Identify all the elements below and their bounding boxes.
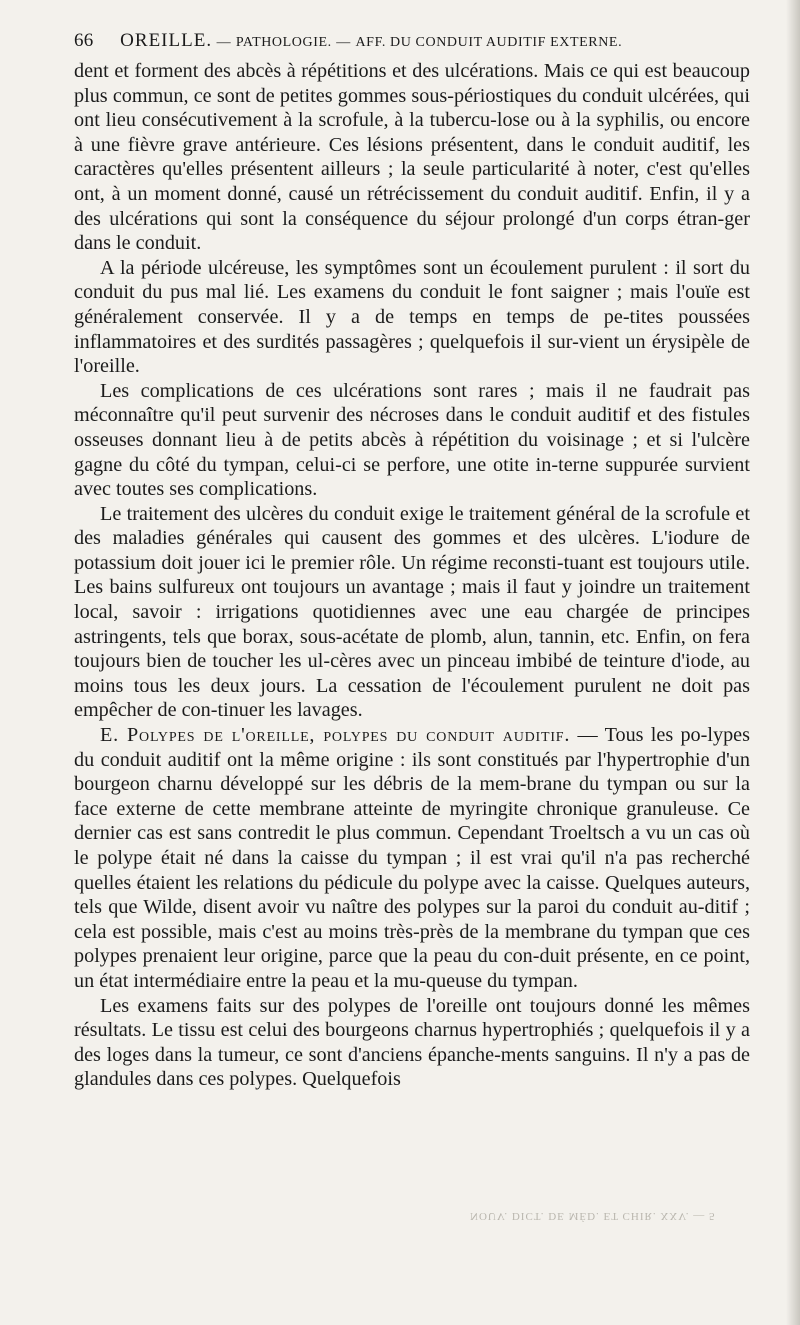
header-title: OREILLE. <box>120 30 213 51</box>
bleed-through-footer: NOUV. DICT. DE MÉD. ET CHIR. XXV. — 5 <box>470 1210 716 1222</box>
header-subsection: AFF. DU CONDUIT AUDITIF EXTERNE. <box>355 35 623 50</box>
header-separator: — <box>216 35 232 50</box>
section-heading-polypes: E. Polypes de l'oreille, polypes du conduit auditif. <box>100 724 571 747</box>
paragraph: A la période ulcéreuse, les symptômes sont un écoulement purulent : il sort du conduit du pus mal lié. Les examens du conduit le font saigner ; mais l'ouïe est généralement conservée. Il y a de temps en temps de pe-tites poussées inflammatoires et des surdités passagères ; quelquefois il sur-vient un érysipèle de l'oreille. <box>74 256 750 378</box>
running-header <box>74 30 750 52</box>
paragraph-polypes <box>74 723 750 994</box>
page-number: 66 <box>74 30 94 51</box>
paragraph: dent et forment des abcès à répétitions et des ulcérations. Mais ce qui est beaucoup plus commun, ce sont de petites gommes sous-périostiques du conduit ulcérées, qui ont lieu consécutivement à la scrofule, à la tubercu-lose ou à la syphilis, ou encore à une fièvre grave antérieure. Ces lésions présentent, dans le conduit auditif, les caractères qu'elles présentent ailleurs ; la seule particularité à noter, c'est qu'elles ont, à un moment donné, causé un rétrécissement du conduit auditif. Enfin, il y a des ulcérations qui sont la conséquence du séjour prolongé d'un corps étran-ger dans le conduit. <box>74 60 750 255</box>
page-body <box>74 59 750 1092</box>
paragraph: Le traitement des ulcères du conduit exige le traitement général de la scrofule et des maladies générales qui causent des gommes et des ulcères. L'iodure de potassium doit jouer ici le premier rôle. Un régime reconsti-tuant est toujours utile. Les bains sulfureux ont toujours un avantage ; mais il faut y joindre un traitement local, savoir : irrigations quotidiennes avec une eau chargée de principes astringents, tels que borax, sous-acétate de plomb, alun, tannin, etc. Enfin, on fera toujours bien de toucher les ul-cères avec un pinceau imbibé de teinture d'iode, au moins tous les deux jours. La cessation de l'écoulement purulent ne doit pas empêcher de con-tinuer les lavages. <box>74 502 750 722</box>
paragraph-text: — Tous les po-lypes du conduit auditif ont la même origine : ils sont constitués par l'hypertrophie d'un bourgeon charnu développé sur les débris de la mem-brane du tympan ou sur la face externe de cette membrane atteinte de myringite chronique granuleuse. Ce dernier cas est sans contredit le plus commun. Cependant Troeltsch a vu un cas où le polype était né dans la caisse du tympan ; il est vrai qu'il n'a pas recherché quelles étaient les relations du pédicule du polype avec la caisse. Quelques auteurs, tels que Wilde, disent avoir vu naître des polypes sur la paroi du conduit au-ditif ; cela est possible, mais c'est au moins très-près de la membrane du tympan que ces polypes prenaient leur origine, parce que la peau du con-duit présente, en ce point, un état intermédiaire entre la peau et la mu-queuse du tympan. <box>74 724 750 992</box>
page-spine-shadow <box>786 0 800 1325</box>
paragraph: Les complications de ces ulcérations sont rares ; mais il ne faudrait pas méconnaître qu'il peut survenir des nécroses dans le conduit auditif et des fistules osseuses donnant lieu à de petits abcès à répétition du voisinage ; et si l'ulcère gagne du côté du tympan, celui-ci se perfore, une otite in-terne suppurée survient avec toutes ses complications. <box>74 379 750 501</box>
header-separator: — <box>336 35 351 50</box>
paragraph: Les examens faits sur des polypes de l'oreille ont toujours donné les mêmes résultats. Le tissu est celui des bourgeons charnus hypertrophiés ; quelquefois il y a des loges dans la tumeur, ce sont d'anciens épanche-ments sanguins. Il n'y a pas de glandules dans ces polypes. Quelquefois <box>74 994 750 1091</box>
header-section: PATHOLOGIE. <box>235 35 332 50</box>
